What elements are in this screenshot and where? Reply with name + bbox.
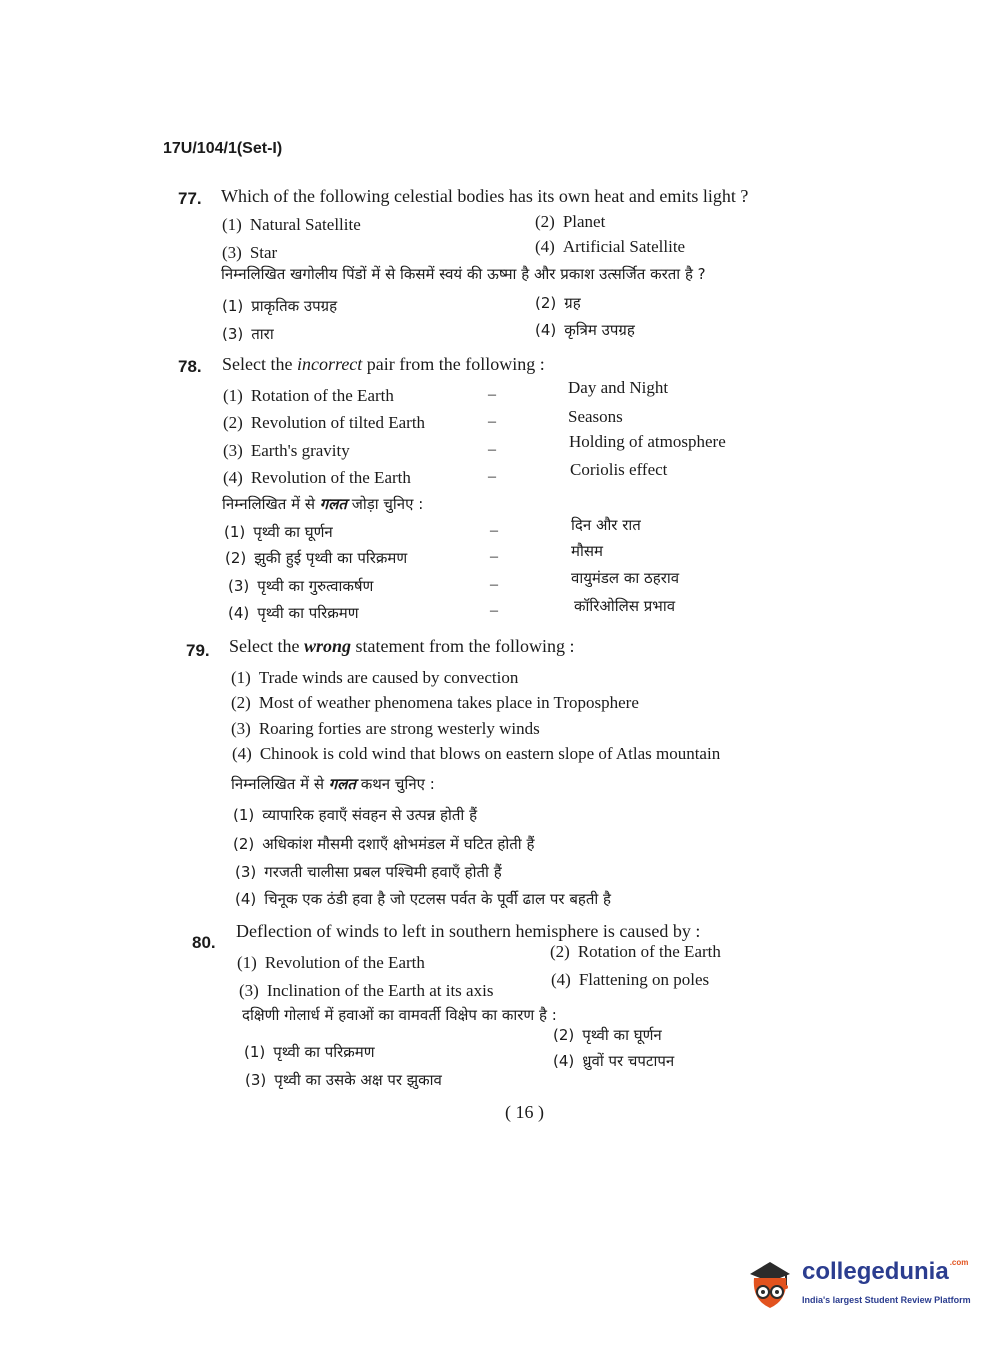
question-79-hindi: निम्नलिखित में से गलत कथन चुनिए : <box>231 775 435 793</box>
paper-code: 17U/104/1(Set-I) <box>163 140 283 157</box>
q78-hindi-pair-1-left: (1) पृथ्वी का घूर्णन <box>224 523 333 541</box>
q79-hindi-option-2: (2) अधिकांश मौसमी दशाएँ क्षोभमंडल में घटित होती हैं <box>233 835 535 853</box>
q78-hindi-pair-4-right: कॉरिओलिस प्रभाव <box>574 597 676 615</box>
q80-hindi-option-1: (1) पृथ्वी का परिक्रमण <box>244 1043 375 1061</box>
page-number: ( 16 ) <box>505 1102 544 1122</box>
q77-option-4: (4) Artificial Satellite <box>535 237 686 256</box>
q77-option-1: (1) Natural Satellite <box>222 215 361 234</box>
q77-hindi-option-3: (3) तारा <box>222 325 274 343</box>
q77-option-3: (3) Star <box>222 243 278 262</box>
q79-option-2: (2) Most of weather phenomena takes place in Troposphere <box>231 693 639 712</box>
q79-hindi-option-4: (4) चिनूक एक ठंडी हवा है जो एटलस पर्वत के पूर्वी ढाल पर बहती है <box>235 890 612 908</box>
q78-hindi-pair-1-right: दिन और रात <box>571 516 641 534</box>
q78-pair-3-right: Holding of atmosphere <box>569 432 726 451</box>
q78-hindi-pair-2-right: मौसम <box>571 542 603 560</box>
q79-option-4: (4) Chinook is cold wind that blows on eastern slope of Atlas mountain <box>232 744 721 763</box>
question-number-79: 79. <box>186 641 210 660</box>
q78-pair-2-right: Seasons <box>568 407 623 426</box>
q77-option-2: (2) Planet <box>535 212 606 231</box>
question-77-text: Which of the following celestial bodies has its own heat and emits light ? <box>221 186 749 206</box>
question-77-hindi: निम्नलिखित खगोलीय पिंडों में से किसमें स्वयं की ऊष्मा है और प्रकाश उत्सर्जित करता है ? <box>221 265 706 283</box>
q78-pair-1-left: (1) Rotation of the Earth <box>223 386 394 405</box>
q78-hindi-pair-3-right: वायुमंडल का ठहराव <box>571 569 680 587</box>
q80-option-2: (2) Rotation of the Earth <box>550 942 721 961</box>
q78-hindi-pair-1-dash: – <box>490 522 498 539</box>
q79-option-3: (3) Roaring forties are strong westerly winds <box>231 719 540 738</box>
question-78-text: Select the incorrect pair from the following : <box>222 354 545 374</box>
q80-option-4: (4) Flattening on poles <box>551 970 710 989</box>
q78-hindi-pair-3-dash: – <box>490 576 498 593</box>
q78-pair-2-dash: – <box>488 413 496 430</box>
q77-hindi-option-2: (2) ग्रह <box>535 294 581 312</box>
question-80-text: Deflection of winds to left in southern hemisphere is caused by : <box>236 921 701 941</box>
brand-tagline: India's largest Student Review Platform <box>802 1295 971 1305</box>
question-80-hindi: दक्षिणी गोलार्ध में हवाओं का वामवर्ती विक्षेप का कारण है : <box>242 1006 557 1024</box>
q80-option-1: (1) Revolution of the Earth <box>237 953 425 972</box>
q78-pair-1-dash: – <box>488 386 496 403</box>
q78-pair-3-left: (3) Earth's gravity <box>223 441 350 460</box>
q80-option-3: (3) Inclination of the Earth at its axis <box>239 981 494 1000</box>
brand-name: collegedunia$^{.com}$ <box>802 1258 969 1285</box>
q79-hindi-option-3: (3) गरजती चालीसा प्रबल पश्चिमी हवाएँ होती हैं <box>235 863 502 881</box>
question-number-77: 77. <box>178 189 202 208</box>
question-number-80: 80. <box>192 933 216 952</box>
q77-hindi-option-1: (1) प्राकृतिक उपग्रह <box>222 297 338 315</box>
q80-hindi-option-3: (3) पृथ्वी का उसके अक्ष पर झुकाव <box>245 1071 442 1089</box>
q79-option-1: (1) Trade winds are caused by convection <box>231 668 519 687</box>
q80-hindi-option-2: (2) पृथ्वी का घूर्णन <box>553 1026 662 1044</box>
q78-hindi-pair-2-dash: – <box>490 548 498 565</box>
question-number-78: 78. <box>178 357 202 376</box>
q78-hindi-pair-3-left: (3) पृथ्वी का गुरुत्वाकर्षण <box>228 577 374 595</box>
q78-pair-4-dash: – <box>488 468 496 485</box>
question-79-text: Select the wrong statement from the following : <box>229 636 575 656</box>
collegedunia-logo <box>742 1252 972 1324</box>
q77-hindi-option-4: (4) कृत्रिम उपग्रह <box>535 321 635 339</box>
q78-pair-3-dash: – <box>488 441 496 458</box>
q79-hindi-option-1: (1) व्यापारिक हवाएँ संवहन से उत्पन्न होती हैं <box>233 806 478 824</box>
q80-hindi-option-4: (4) ध्रुवों पर चपटापन <box>553 1052 675 1070</box>
q78-pair-2-left: (2) Revolution of tilted Earth <box>223 413 426 432</box>
q78-pair-4-right: Coriolis effect <box>570 460 668 479</box>
q78-hindi-pair-2-left: (2) झुकी हुई पृथ्वी का परिक्रमण <box>225 549 408 567</box>
q78-pair-4-left: (4) Revolution of the Earth <box>223 468 411 487</box>
question-78-hindi: निम्नलिखित में से गलत जोड़ा चुनिए : <box>222 495 424 513</box>
q78-hindi-pair-4-dash: – <box>490 602 498 619</box>
q78-hindi-pair-4-left: (4) पृथ्वी का परिक्रमण <box>228 604 359 622</box>
student-mascot-icon <box>742 1252 798 1316</box>
q78-pair-1-right: Day and Night <box>568 378 669 397</box>
